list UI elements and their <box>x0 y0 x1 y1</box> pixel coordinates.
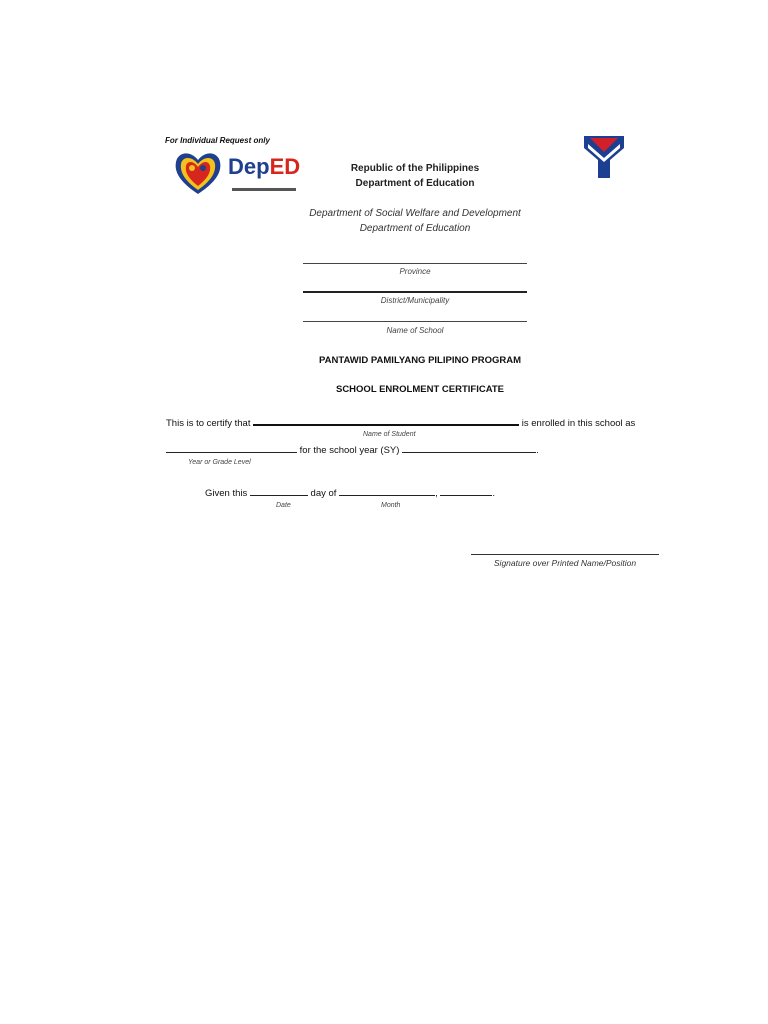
signature-line[interactable] <box>471 554 659 555</box>
given-line <box>205 486 495 499</box>
school-year-blank[interactable] <box>402 443 536 453</box>
grade-level-blank[interactable] <box>166 443 297 453</box>
school-label: Name of School <box>386 326 444 335</box>
certify-line <box>166 415 635 429</box>
certificate-title: SCHOOL ENROLMENT CERTIFICATE <box>335 384 504 395</box>
individual-request-note: For Individual Request only <box>165 136 270 145</box>
district-label: District/Municipality <box>380 296 450 305</box>
given-period: . <box>492 488 495 499</box>
month-comma: , <box>435 488 438 499</box>
day-of-text: day of <box>310 488 337 499</box>
date-label: Date <box>276 502 291 509</box>
deped-logo <box>172 146 300 198</box>
month-blank[interactable] <box>339 486 435 496</box>
school-year-line <box>166 443 539 456</box>
republic-text: Republic of the Philippines <box>350 163 480 174</box>
certify-suffix: is enrolled in this school as <box>521 418 636 429</box>
agency-dswd: Department of Social Welfare and Development <box>309 208 521 219</box>
student-name-label: Name of Student <box>363 431 416 438</box>
given-this-text: Given this <box>205 488 248 499</box>
district-line[interactable] <box>303 291 527 293</box>
grade-level-label: Year or Grade Level <box>188 459 251 466</box>
program-title: PANTAWID PAMILYANG PILIPINO PROGRAM <box>319 355 521 366</box>
student-name-blank[interactable] <box>253 415 519 426</box>
department-text: Department of Education <box>355 178 475 189</box>
year-blank[interactable] <box>440 486 492 496</box>
school-year-text: for the school year (SY) <box>299 445 400 456</box>
month-label: Month <box>381 502 401 509</box>
province-line[interactable] <box>303 263 527 264</box>
school-line[interactable] <box>303 321 527 322</box>
signature-label: Signature over Printed Name/Position <box>493 558 637 568</box>
dswd-emblem-icon <box>582 134 626 180</box>
agency-deped: Department of Education <box>359 223 471 234</box>
certify-prefix: This is to certify that <box>166 418 251 429</box>
dswd-logo <box>582 134 626 180</box>
school-year-period: . <box>536 445 539 456</box>
deped-logo-text: DepED <box>228 154 301 179</box>
province-label: Province <box>399 267 431 276</box>
day-blank[interactable] <box>250 486 308 496</box>
